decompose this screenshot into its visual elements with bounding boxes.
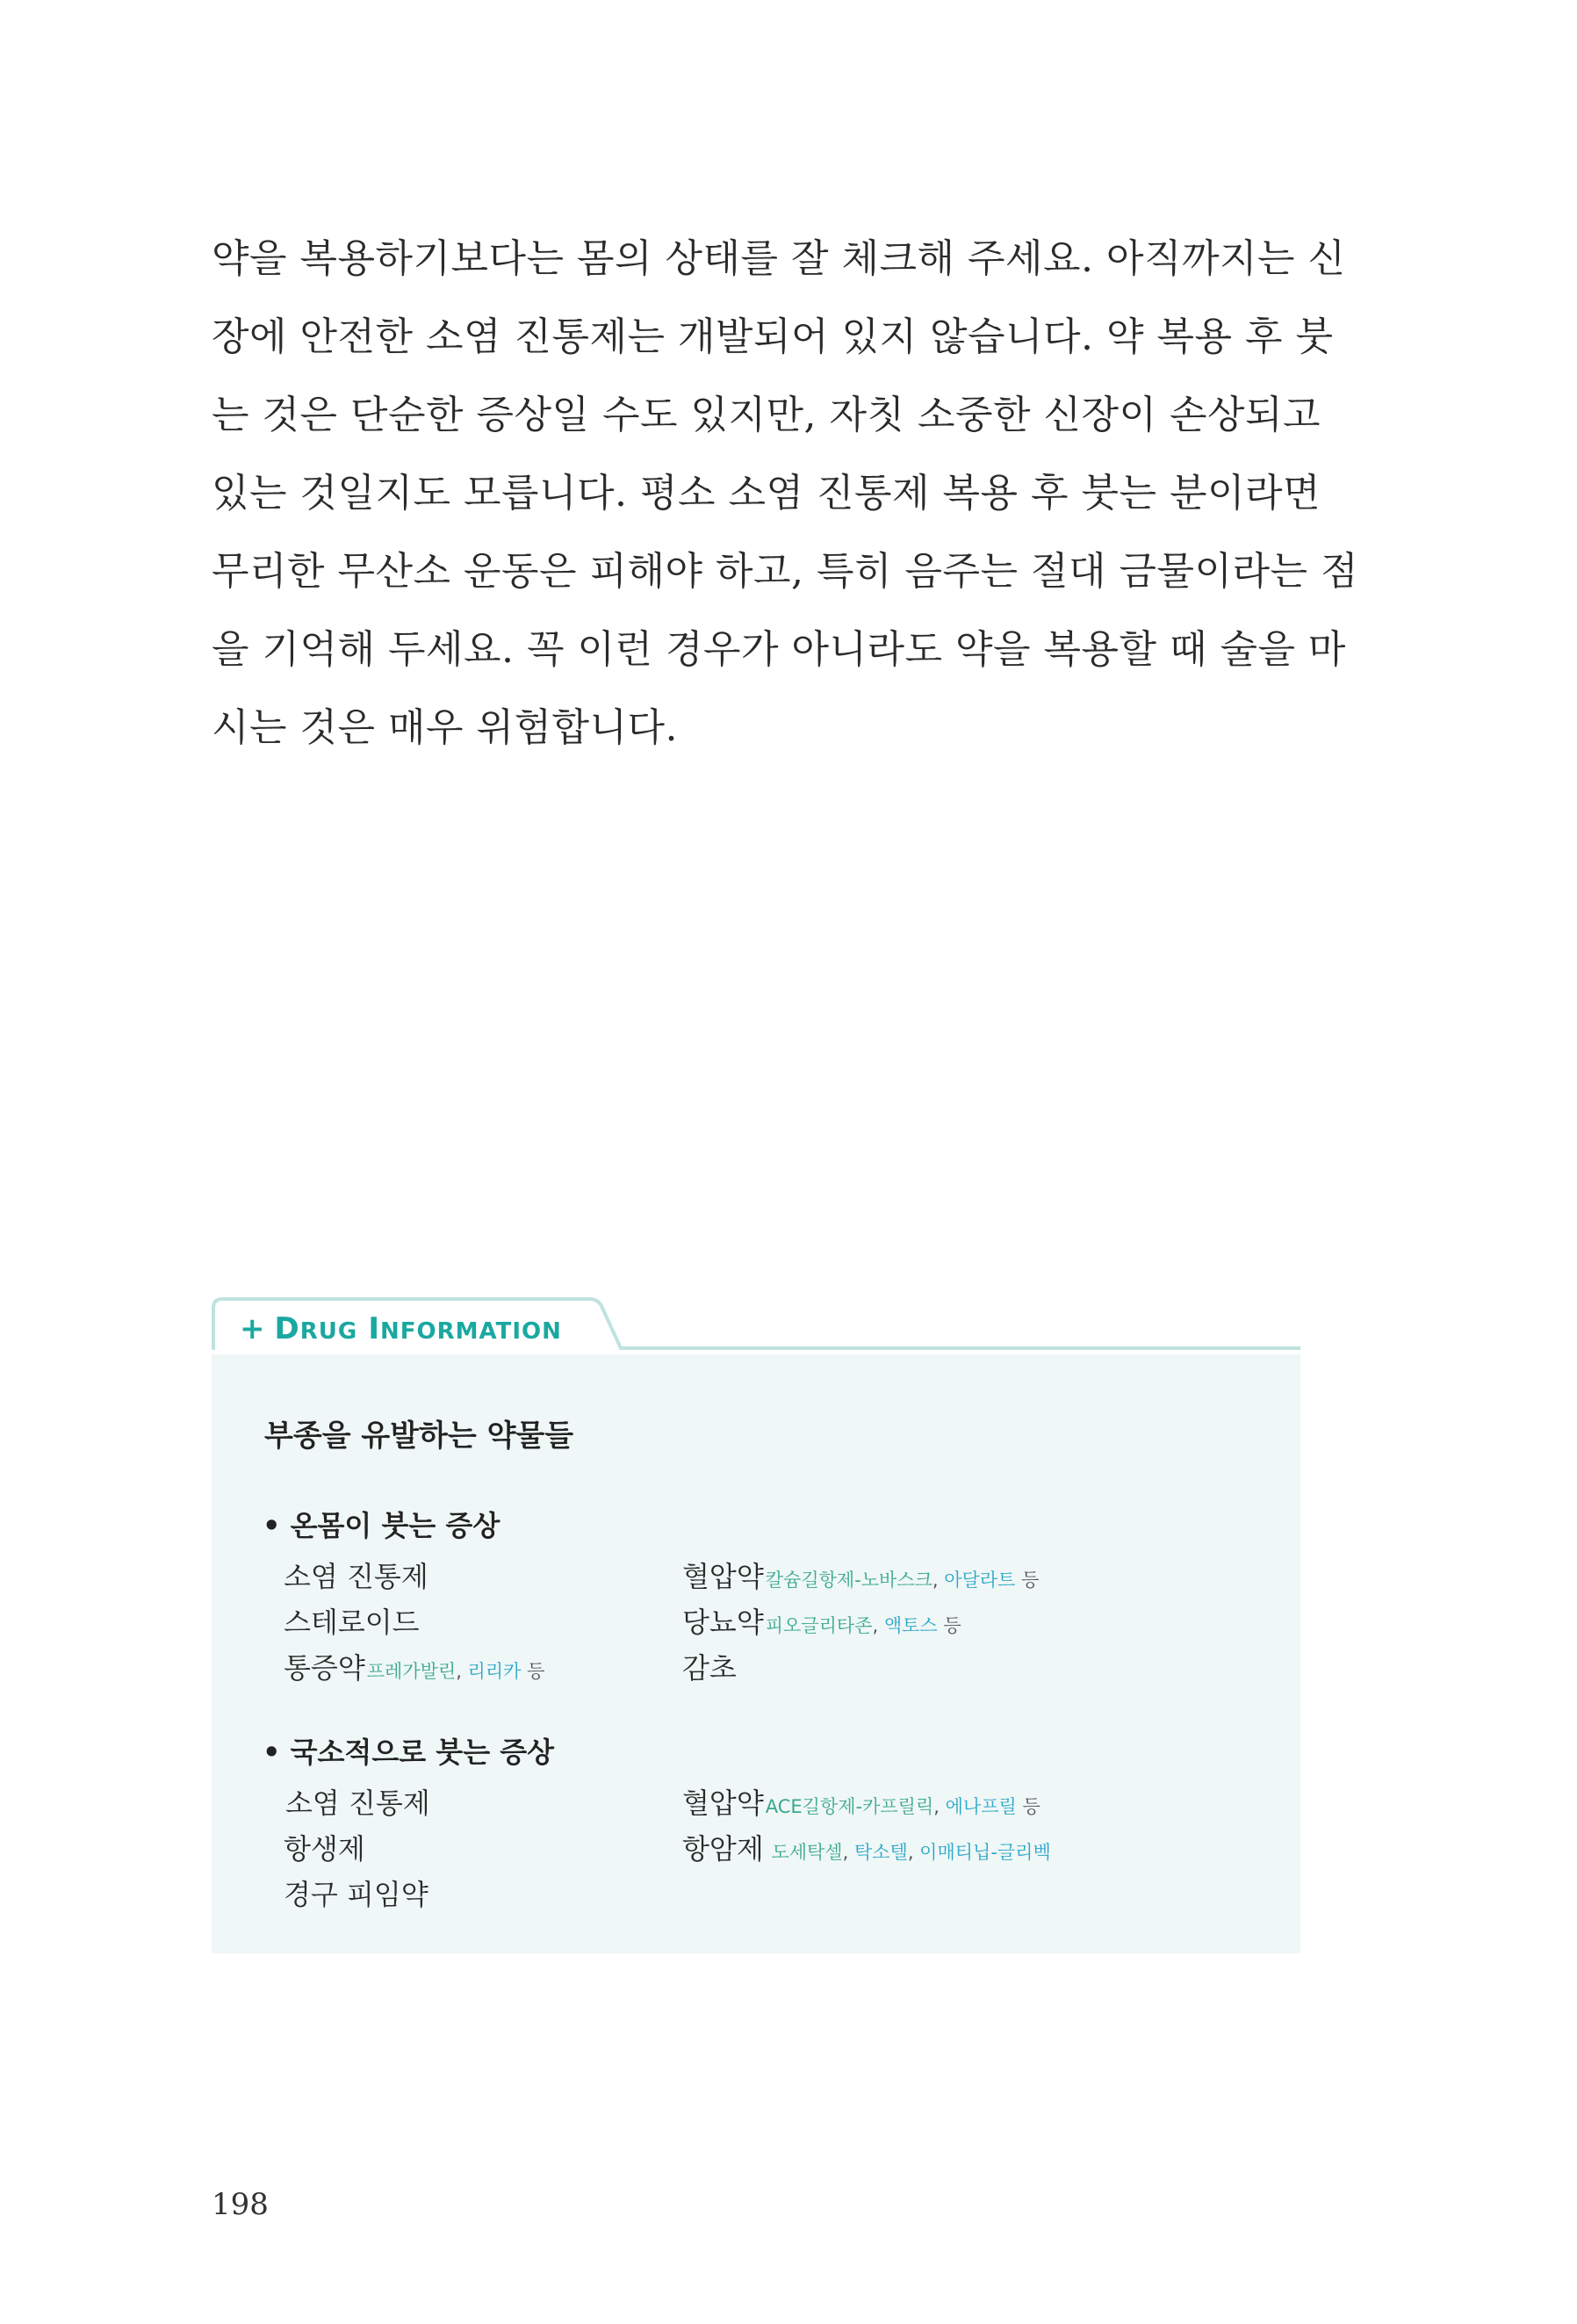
drug-item: 경구 피임약 xyxy=(284,1878,428,1911)
drug-item-label: 통증약 xyxy=(284,1651,365,1685)
drug-item: 소염 진통제 xyxy=(284,1560,428,1593)
drug-item-label: 항암제 xyxy=(682,1832,764,1866)
generic-name: 프레가발린 xyxy=(366,1661,457,1682)
etc-label: 등 xyxy=(1015,1570,1040,1591)
page-number: 198 xyxy=(212,2187,269,2222)
drug-examples xyxy=(766,1615,961,1636)
plus-icon: + xyxy=(240,1311,266,1346)
drug-item xyxy=(682,1600,961,1641)
tab-title-i: I xyxy=(368,1311,381,1346)
drug-item-label: 당뇨약 xyxy=(682,1606,764,1639)
section-title-whole-body: • 온몸이 붓는 증상 xyxy=(263,1509,500,1542)
drug-item: 스테로이드 xyxy=(284,1606,420,1639)
tab-label xyxy=(240,1311,562,1346)
drug-item: 감초 xyxy=(682,1651,737,1685)
drug-item xyxy=(682,1781,1041,1822)
body-line: 있는 것일지도 모릅니다. 평소 소염 진통제 복용 후 붓는 분이라면 xyxy=(212,471,1321,516)
generic-name: 도세탁셀 xyxy=(771,1842,843,1863)
drug-examples xyxy=(766,1796,1041,1817)
drug-item: 소염 진통제 xyxy=(285,1786,430,1820)
generic-name: 피오글리타존 xyxy=(765,1615,873,1636)
separator: , xyxy=(907,1842,920,1863)
tab-title-rug: RUG xyxy=(299,1318,358,1345)
tab-title-nformation: NFORMATION xyxy=(380,1318,562,1345)
drug-item xyxy=(682,1555,1039,1595)
body-line: 무리한 무산소 운동은 피해야 하고, 특히 음주는 절대 금물이라는 점 xyxy=(212,549,1358,594)
drug-item xyxy=(284,1646,544,1686)
brand-name: 리리카 xyxy=(467,1661,522,1682)
separator: , xyxy=(872,1615,884,1636)
body-line: 약을 복용하기보다는 몸의 상태를 잘 체크해 주세요. 아직까지는 신 xyxy=(212,236,1346,281)
separator: , xyxy=(456,1661,468,1682)
drug-examples xyxy=(766,1842,1051,1863)
info-heading: 부종을 유발하는 약물들 xyxy=(264,1418,574,1454)
body-paragraph xyxy=(212,220,1358,767)
drug-item-label: 혈압약 xyxy=(682,1786,764,1820)
brand-name: 액토스 xyxy=(883,1615,938,1636)
drug-examples xyxy=(367,1661,545,1682)
separator: , xyxy=(932,1570,945,1591)
section-title-local: • 국소적으로 붓는 증상 xyxy=(263,1736,555,1769)
drug-item: 항생제 xyxy=(284,1832,365,1866)
generic-name: ACE길항제-카프릴릭 xyxy=(765,1796,934,1817)
separator: , xyxy=(842,1842,854,1863)
drug-item-label: 혈압약 xyxy=(682,1560,764,1593)
drug-examples xyxy=(766,1570,1040,1591)
brand-name: 이매티닙-글리벡 xyxy=(919,1842,1051,1863)
etc-label: 등 xyxy=(937,1615,961,1636)
body-line: 시는 것은 매우 위험합니다. xyxy=(212,705,678,750)
drug-item xyxy=(682,1827,1051,1867)
brand-name: 탁소텔 xyxy=(853,1842,908,1863)
tab-title-d: D xyxy=(274,1311,300,1346)
etc-label: 등 xyxy=(521,1661,545,1682)
etc-label: 등 xyxy=(1016,1796,1041,1817)
tab-title xyxy=(275,1311,562,1346)
body-line: 을 기억해 두세요. 꼭 이런 경우가 아니라도 약을 복용할 때 술을 마 xyxy=(212,627,1346,672)
drug-information-box xyxy=(212,1354,1300,1953)
brand-name: 에나프릴 xyxy=(945,1796,1017,1817)
body-line: 는 것은 단순한 증상일 수도 있지만, 자칫 소중한 신장이 손상되고 xyxy=(212,393,1321,437)
drug-information-tab xyxy=(212,1296,1300,1352)
brand-name: 아달라트 xyxy=(944,1570,1016,1591)
separator: , xyxy=(933,1796,946,1817)
generic-name: 칼슘길항제-노바스크 xyxy=(765,1570,933,1591)
body-line: 장에 안전한 소염 진통제는 개발되어 있지 않습니다. 약 복용 후 붓 xyxy=(212,314,1334,359)
